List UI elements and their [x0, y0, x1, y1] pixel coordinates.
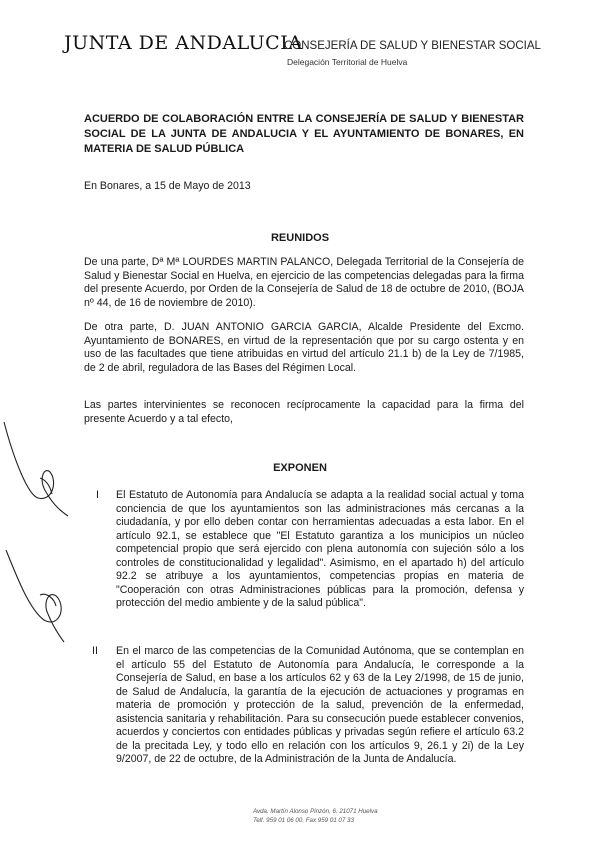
document-title: ACUERDO DE COLABORACIÓN ENTRE LA CONSEJERÍA DE SALUD Y BIENESTAR SOCIAL DE LA JUNTA DE ANDALUCIA Y EL AYUNTAMIENTO DE BONARES, EN MATERIA DE SALUD PÚBLICA	[84, 113, 524, 155]
junta-de-andalucia-logo: JUNTA DE ANDALUCIA	[64, 32, 303, 54]
reunidos-paragraph-1: De una parte, Dª Mª LOURDES MARTIN PALANCO, Delegada Territorial de la Consejería de Salud y Bienestar Social en Huelva, en ejercicio de las competencias delegadas para la firma del presente Acuerdo, por Orden de la Consejería de Salud de 18 de octubre de 2010, (BOJA nº 44, de 16 de noviembre de 2010).	[84, 256, 524, 309]
exponen-numeral-1: I	[96, 489, 99, 501]
footer-address-block	[253, 808, 378, 825]
department-name: CONSEJERÍA DE SALUD Y BIENESTAR SOCIAL	[284, 40, 541, 52]
exponen-item-2: En el marco de las competencias de la Comunidad Autónoma, que se contemplan en el artículo 55 del Estatuto de Autonomía para Andalucía, le corresponde a la Consejería de Salud, en base a los artículos 62 y 63 de la Ley 2/1998, de 15 de junio, de Salud de Andalucía, la garantía de la ejecución de actuaciones y programas en materia de promoción y protección de la salud, prevención de la enfermedad, asistencia sanitaria y rehabilitación. Para su consecución puede establecer convenios, acuerdos y conciertos con entidades públicas y privadas según refiere el artículo 63.2 de la precitada Ley, y todo ello en relación con los artículos 9, 26.1 y 2i) de la Ley 9/2007, de 22 de octubre, de la Administración de la Junta de Andalucía.	[116, 645, 524, 765]
exponen-numeral-2: II	[92, 645, 98, 657]
reunidos-heading: REUNIDOS	[270, 232, 330, 244]
margin-signature-marks	[0, 420, 80, 670]
place-date: En Bonares, a 15 de Mayo de 2013	[84, 180, 251, 192]
exponen-heading: EXPONEN	[273, 462, 327, 474]
reunidos-paragraph-3: Las partes intervinientes se reconocen recíprocamente la capacidad para la firma del presente Acuerdo y a tal efecto,	[84, 399, 524, 425]
delegation-name: Delegación Territorial de Huelva	[287, 57, 408, 67]
footer-address: Avda. Martín Alonso Pinzón, 6. 21071 Huelva	[253, 808, 378, 815]
reunidos-paragraph-2: De otra parte, D. JUAN ANTONIO GARCIA GARCIA, Alcalde Presidente del Excmo. Ayuntamiento de BONARES, en virtud de la representación que por su cargo ostenta y en uso de las facultades que tiene atribuidas en virtud del artículo 21.1 b) de la Ley de 7/1985, de 2 de abril, reguladora de las Bases del Régimen Local.	[84, 321, 524, 374]
exponen-item-1: El Estatuto de Autonomía para Andalucía se adapta a la realidad social actual y toma conciencia de que los ayuntamientos son las administraciones más cercanas a la ciudadanía, y por ello deben contar con herramientas adecuadas a esta labor. En el artículo 92.1, se establece que "El Estatuto garantiza a los municipios un núcleo competencial propio que será ejercido con plena autonomía con sujeción sólo a los controles de constitucionalidad y legalidad". Asimismo, en el apartado h) del artículo 92.2 se atribuye a los ayuntamientos, competencias propias en materia de "Cooperación con otras Administraciones públicas para la promoción, defensa y protección del medio ambiente y de la salud pública".	[116, 489, 524, 609]
footer-phone: Telf. 959 01 06 00. Fax 959 01 07 33	[253, 816, 354, 824]
